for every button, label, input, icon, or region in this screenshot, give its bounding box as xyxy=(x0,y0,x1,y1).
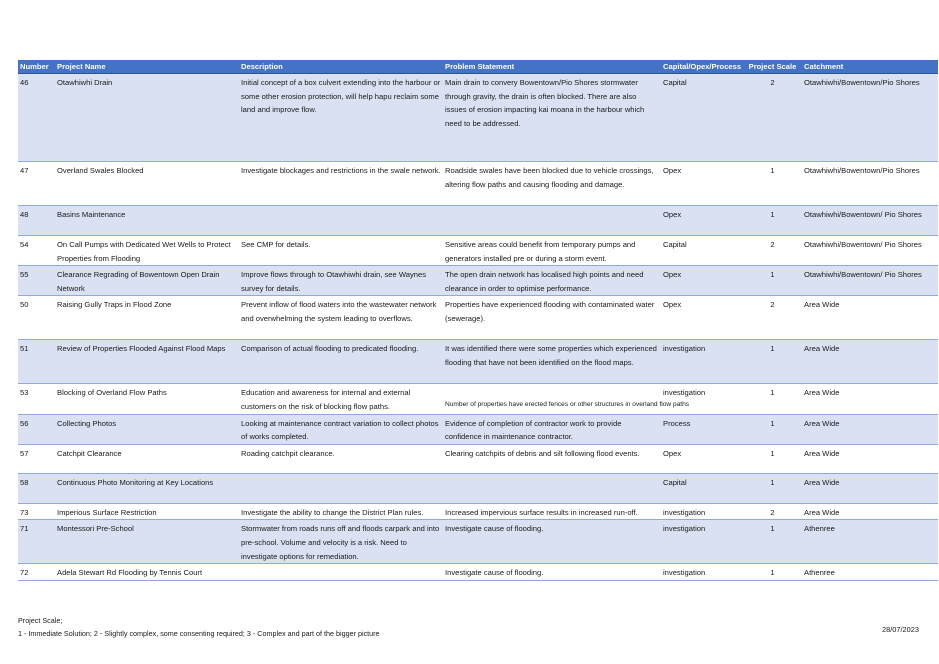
cell-problem-statement-text: The open drain network has localised high points and need clearance in order to optimise performance. xyxy=(445,270,644,293)
cell-type xyxy=(661,236,743,266)
cell-problem-statement-text: It was identified there were some properties which experienced flooding that have not been identified on the flood maps. xyxy=(445,344,657,367)
cell-catchment-text: Athenree xyxy=(804,524,835,534)
table-row xyxy=(18,296,938,340)
cell-project-name xyxy=(55,74,239,162)
cell-project-name xyxy=(55,206,239,236)
project-scale-legend xyxy=(18,614,380,640)
cell-description xyxy=(239,162,443,206)
cell-project-scale-text: 1 xyxy=(770,270,775,280)
cell-description xyxy=(239,384,443,414)
cell-problem-statement-text: Investigate cause of flooding. xyxy=(445,524,544,534)
table-header-row xyxy=(18,60,938,74)
cell-project-name-text: Basins Maintenance xyxy=(57,210,126,219)
cell-project-scale xyxy=(743,296,802,340)
cell-project-name xyxy=(55,473,239,503)
cell-problem-statement-text: Roadside swales have been blocked due to vehicle crossings, altering flow paths and causing flooding and damage. xyxy=(445,166,654,189)
cell-catchment xyxy=(802,340,938,384)
cell-problem-statement-text: Main drain to convery Bowentown/Pio Shores stormwater through gravity, the drain is often blocked. There are also issues of erosion impacting kai moana in the harbour which need to be addressed. xyxy=(445,78,645,128)
cell-description xyxy=(239,266,443,296)
cell-description xyxy=(239,473,443,503)
cell-catchment-text: Otawhiwhi/Bowentown/Pio Shores xyxy=(804,78,920,87)
cell-catchment-text: Otawhiwhi/Bowentown/ Pio Shores xyxy=(804,210,922,219)
cell-description-text: Looking at maintenance contract variation to collect photos of works completed. xyxy=(241,418,439,442)
table-row xyxy=(18,162,938,206)
cell-catchment-text: Otawhiwhi/Bowentown/Pio Shores xyxy=(804,166,920,175)
cell-project-name-text: Blocking of Overland Flow Paths xyxy=(57,388,167,398)
cell-catchment-text: Area Wide xyxy=(804,507,840,517)
cell-catchment-text: Area Wide xyxy=(804,418,840,428)
cell-project-scale xyxy=(743,236,802,266)
cell-project-scale xyxy=(743,564,802,581)
cell-project-scale-text: 1 xyxy=(770,344,775,354)
cell-project-name-text: Review of Properties Flooded Against Flood Maps xyxy=(57,344,226,354)
cell-catchment xyxy=(802,74,938,162)
cell-type-text: Capital xyxy=(663,477,687,487)
table-row xyxy=(18,414,938,444)
cell-catchment-text: Area Wide xyxy=(804,477,840,487)
cell-number xyxy=(18,473,55,503)
cell-number xyxy=(18,74,55,162)
scale-legend-heading: Project Scale; xyxy=(18,616,63,625)
cell-type xyxy=(661,503,743,520)
cell-type xyxy=(661,206,743,236)
cell-project-scale-text: 1 xyxy=(770,524,775,534)
table-row xyxy=(18,266,938,296)
cell-description-text: Improve flows through to Otawhiwhi drain, see Waynes survey for details. xyxy=(241,270,427,293)
cell-project-name-text: On Call Pumps with Dedicated Wet Wells to Protect Properties from Flooding xyxy=(57,240,231,263)
cell-project-scale xyxy=(743,340,802,384)
table-row xyxy=(18,520,938,564)
cell-description-text: Comparison of actual flooding to predicated flooding. xyxy=(241,344,419,354)
cell-description xyxy=(239,340,443,384)
cell-catchment xyxy=(802,444,938,473)
cell-number xyxy=(18,296,55,340)
cell-description-text: Education and awareness for internal and external customers on the risk of blocking flow paths. xyxy=(241,388,411,411)
cell-problem-statement xyxy=(443,340,661,384)
cell-project-name-text: Imperious Surface Restriction xyxy=(57,507,157,517)
cell-number-text: 73 xyxy=(20,507,29,517)
table-row xyxy=(18,384,938,414)
cell-number-text: 50 xyxy=(20,300,29,310)
cell-type xyxy=(661,162,743,206)
cell-number-text: 55 xyxy=(20,270,29,280)
cell-project-scale xyxy=(743,503,802,520)
cell-type xyxy=(661,473,743,503)
cell-number-text: 56 xyxy=(20,418,29,428)
cell-project-name xyxy=(55,444,239,473)
cell-project-name-text: Overland Swales Blocked xyxy=(57,166,144,175)
cell-description-text: Stormwater from roads runs off and floods carpark and into pre-school. Volume and velocity is a risk. Need to investigate options for remediation. xyxy=(241,524,440,561)
cell-project-name xyxy=(55,384,239,414)
cell-project-scale xyxy=(743,206,802,236)
cell-project-name-text: Otawhiwhi Drain xyxy=(57,78,113,87)
cell-problem-statement-text: Evidence of completion of contractor work to provide confidence in maintenance contractor. xyxy=(445,418,622,442)
cell-type-text: Opex xyxy=(663,210,682,219)
cell-project-scale-text: 2 xyxy=(770,300,775,310)
cell-catchment xyxy=(802,564,938,581)
cell-number-text: 51 xyxy=(20,344,29,354)
header-problem-statement: Problem Statement xyxy=(443,60,661,74)
cell-project-scale xyxy=(743,162,802,206)
cell-number xyxy=(18,444,55,473)
cell-number-text: 46 xyxy=(20,78,29,87)
cell-project-name xyxy=(55,414,239,444)
cell-type-text: investigation xyxy=(663,344,706,354)
cell-catchment-text: Area Wide xyxy=(804,344,840,354)
cell-type-text: Process xyxy=(663,418,691,428)
cell-project-name-text: Raising Gully Traps in Flood Zone xyxy=(57,300,172,310)
cell-description xyxy=(239,74,443,162)
cell-project-scale-text: 1 xyxy=(770,418,775,428)
cell-catchment xyxy=(802,236,938,266)
cell-type xyxy=(661,444,743,473)
cell-type xyxy=(661,520,743,564)
cell-project-scale-text: 1 xyxy=(770,568,775,578)
cell-problem-statement xyxy=(443,414,661,444)
cell-type xyxy=(661,564,743,581)
cell-type-text: Opex xyxy=(663,166,682,175)
scale-legend-text: 1 - Immediate Solution; 2 - Slightly complex, some consenting required; 3 - Complex and part of the bigger picture xyxy=(18,629,380,638)
header-description: Description xyxy=(239,60,443,74)
project-table-container xyxy=(18,60,922,581)
cell-description xyxy=(239,444,443,473)
cell-problem-statement xyxy=(443,206,661,236)
cell-number-text: 57 xyxy=(20,448,29,458)
cell-catchment xyxy=(802,206,938,236)
cell-catchment-text: Athenree xyxy=(804,568,835,578)
cell-number xyxy=(18,236,55,266)
cell-project-scale-text: 2 xyxy=(770,507,775,517)
cell-project-scale xyxy=(743,444,802,473)
cell-problem-statement xyxy=(443,296,661,340)
cell-catchment xyxy=(802,520,938,564)
header-type: Capital/Opex/Process xyxy=(661,60,743,74)
cell-catchment-text: Area Wide xyxy=(804,448,840,458)
cell-project-scale xyxy=(743,384,802,414)
cell-project-name-text: Catchpit Clearance xyxy=(57,448,122,458)
cell-problem-statement xyxy=(443,473,661,503)
cell-number-text: 54 xyxy=(20,240,29,249)
cell-type-text: investigation xyxy=(663,507,706,517)
cell-project-name xyxy=(55,564,239,581)
cell-project-scale xyxy=(743,414,802,444)
cell-project-name-text: Collecting Photos xyxy=(57,418,117,428)
cell-project-scale xyxy=(743,266,802,296)
cell-problem-statement xyxy=(443,74,661,162)
cell-description xyxy=(239,414,443,444)
cell-description-text: Initial concept of a box culvert extending into the harbour or some other erosion protection, will help hapu reclaim some land and improve flow. xyxy=(241,78,441,115)
cell-catchment-text: Area Wide xyxy=(804,388,840,398)
header-project-scale: Project Scale xyxy=(743,60,802,74)
cell-description xyxy=(239,236,443,266)
cell-type-text: investigation xyxy=(663,524,706,534)
cell-number-text: 71 xyxy=(20,524,29,534)
cell-description xyxy=(239,564,443,581)
cell-problem-statement xyxy=(443,444,661,473)
cell-project-scale-text: 1 xyxy=(770,210,775,219)
cell-number xyxy=(18,503,55,520)
cell-catchment xyxy=(802,296,938,340)
table-row xyxy=(18,340,938,384)
cell-number xyxy=(18,162,55,206)
cell-type xyxy=(661,414,743,444)
header-project-name: Project Name xyxy=(55,60,239,74)
project-table xyxy=(18,60,938,581)
table-row xyxy=(18,444,938,473)
cell-description-text: Roading catchpit clearance. xyxy=(241,448,335,458)
cell-project-name xyxy=(55,520,239,564)
cell-problem-statement xyxy=(443,236,661,266)
cell-project-scale-text: 1 xyxy=(770,166,775,175)
cell-problem-statement xyxy=(443,266,661,296)
cell-number-text: 58 xyxy=(20,477,29,487)
cell-number xyxy=(18,564,55,581)
cell-project-scale xyxy=(743,74,802,162)
cell-problem-statement xyxy=(443,162,661,206)
cell-type-text: Capital xyxy=(663,240,687,249)
cell-type xyxy=(661,296,743,340)
cell-problem-statement xyxy=(443,520,661,564)
cell-type xyxy=(661,266,743,296)
cell-number xyxy=(18,266,55,296)
cell-project-name xyxy=(55,266,239,296)
cell-catchment-text: Area Wide xyxy=(804,300,840,310)
table-row xyxy=(18,74,938,162)
header-catchment: Catchment xyxy=(802,60,938,74)
cell-catchment xyxy=(802,384,938,414)
table-row xyxy=(18,503,938,520)
cell-number xyxy=(18,414,55,444)
table-row xyxy=(18,206,938,236)
cell-description xyxy=(239,503,443,520)
header-number: Number xyxy=(18,60,55,74)
cell-project-scale-text: 1 xyxy=(770,388,775,398)
cell-catchment xyxy=(802,503,938,520)
cell-description xyxy=(239,520,443,564)
table-row xyxy=(18,473,938,503)
cell-type xyxy=(661,340,743,384)
cell-project-name-text: Clearance Regrading of Bowentown Open Drain Network xyxy=(57,270,220,293)
cell-project-scale-text: 1 xyxy=(770,477,775,487)
cell-project-scale-text: 1 xyxy=(770,448,775,458)
cell-problem-statement-text: Clearing catchpits of debris and silt following flood events. xyxy=(445,448,640,458)
cell-catchment xyxy=(802,473,938,503)
cell-description xyxy=(239,296,443,340)
cell-project-scale xyxy=(743,520,802,564)
cell-project-scale-text: 2 xyxy=(770,240,775,249)
cell-project-name xyxy=(55,162,239,206)
report-date: 28/07/2023 xyxy=(882,625,919,634)
cell-project-name xyxy=(55,340,239,384)
cell-problem-statement-text: Increased impervious surface results in increased run-off. xyxy=(445,507,638,517)
cell-project-scale-text: 2 xyxy=(770,78,775,87)
cell-number xyxy=(18,384,55,414)
table-body xyxy=(18,74,938,581)
cell-problem-statement-text: Sensitive areas could benefit from temporary pumps and generators installed pre or during a storm event. xyxy=(445,240,636,263)
cell-type-text: investigation xyxy=(663,388,706,398)
cell-number xyxy=(18,520,55,564)
cell-description-text: Investigate blockages and restrictions in the swale network. xyxy=(241,166,441,175)
cell-project-name xyxy=(55,236,239,266)
cell-problem-statement-text: Properties have experienced flooding with contaminated water (sewerage). xyxy=(445,300,655,323)
cell-catchment-text: Otawhiwhi/Bowentown/ Pio Shores xyxy=(804,270,922,280)
cell-project-name xyxy=(55,503,239,520)
cell-catchment xyxy=(802,414,938,444)
cell-description-text: See CMP for details. xyxy=(241,240,311,249)
table-row xyxy=(18,236,938,266)
cell-type-text: investigation xyxy=(663,568,706,578)
cell-project-name-text: Continuous Photo Monitoring at Key Locations xyxy=(57,477,214,487)
cell-type-text: Opex xyxy=(663,300,682,310)
cell-description xyxy=(239,206,443,236)
cell-type-text: Capital xyxy=(663,78,687,87)
cell-description-text: Prevent inflow of flood waters into the wastewater network and overwhelming the system leading to overflows. xyxy=(241,300,437,323)
cell-catchment-text: Otawhiwhi/Bowentown/ Pio Shores xyxy=(804,240,922,249)
cell-problem-statement-text: Number of properties have erected fences or other structures in overland flow paths xyxy=(445,401,690,409)
cell-project-scale xyxy=(743,473,802,503)
cell-number xyxy=(18,206,55,236)
cell-number-text: 48 xyxy=(20,210,29,219)
cell-problem-statement-text: Investigate cause of flooding. xyxy=(445,568,544,578)
cell-project-name-text: Adela Stewart Rd Flooding by Tennis Court xyxy=(57,568,203,578)
cell-type xyxy=(661,74,743,162)
cell-project-name-text: Montessori Pre-School xyxy=(57,524,134,534)
cell-number xyxy=(18,340,55,384)
cell-catchment xyxy=(802,266,938,296)
cell-type-text: Opex xyxy=(663,270,682,280)
cell-number-text: 47 xyxy=(20,166,29,175)
cell-project-name xyxy=(55,296,239,340)
cell-description-text: Investigate the ability to change the District Plan rules. xyxy=(241,507,424,517)
table-row xyxy=(18,564,938,581)
cell-catchment xyxy=(802,162,938,206)
cell-type-text: Opex xyxy=(663,448,682,458)
cell-problem-statement xyxy=(443,564,661,581)
cell-number-text: 72 xyxy=(20,568,29,578)
cell-number-text: 53 xyxy=(20,388,29,398)
cell-problem-statement xyxy=(443,503,661,520)
